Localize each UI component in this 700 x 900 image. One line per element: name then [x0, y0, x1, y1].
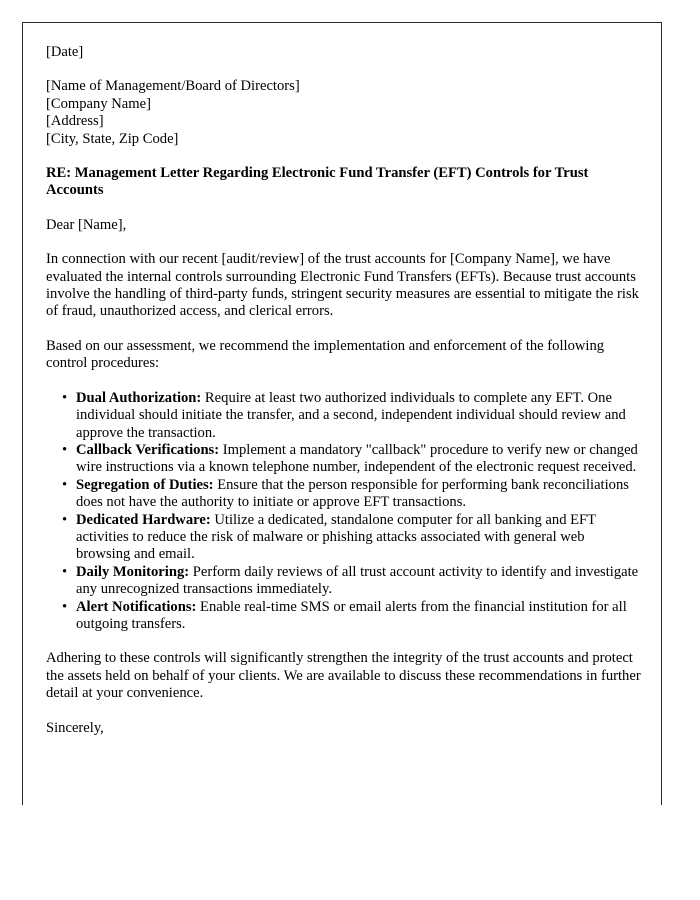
control-description: Implement a mandatory "callback" procedure to verify new or changed wire instructions via a known telephone number, independent of the electronic request received.	[76, 441, 638, 476]
signoff: Sincerely,	[46, 719, 104, 736]
bullet-icon: •	[62, 441, 68, 458]
control-description: Enable real-time SMS or email alerts from the financial institution for all outgoing transfers.	[76, 598, 627, 632]
spacer-after-recipient	[46, 148, 642, 165]
salutation: Dear [Name],	[46, 216, 127, 233]
spacer-before-signoff	[46, 703, 642, 720]
spacer-before-list	[46, 373, 642, 390]
list-item	[46, 512, 642, 564]
control-description: Require at least two authorized individuals to complete any EFT. One individual should initiate the transfer, and a second, independent individual should review and approve the transaction.	[76, 389, 626, 441]
list-item	[46, 477, 642, 512]
list-item	[46, 442, 642, 477]
closing-paragraph: Adhering to these controls will significantly strengthen the integrity of the trust accounts and protect the assets held on behalf of your clients. We are available to discuss these recommendations in further detail at your convenience.	[46, 650, 641, 702]
spacer-after-salutation	[46, 234, 642, 251]
recipient-line-address: [Address]	[46, 113, 104, 130]
control-term: Segregation of Duties:	[76, 476, 214, 493]
document-page	[22, 22, 662, 805]
spacer-after-date	[46, 61, 642, 78]
spacer-after-list	[46, 633, 642, 650]
intro-paragraph: In connection with our recent [audit/review] of the trust accounts for [Company Name], we have evaluated the internal controls surrounding Electronic Fund Transfers (EFTs). Because trust accounts involve the handling of third-party funds, stringent security measures are essential to mitigate the risk of fraud, unauthorized access, and clerical errors.	[46, 251, 639, 320]
control-term: Dual Authorization:	[76, 389, 202, 406]
control-description: Perform daily reviews of all trust account activity to identify and investigate any unrecognized transactions immediately.	[76, 563, 639, 598]
date-block	[46, 44, 642, 61]
date-line: [Date]	[46, 44, 84, 60]
recommendation-lead-in-paragraph: Based on our assessment, we recommend the implementation and enforcement of the following control procedures:	[46, 337, 605, 372]
bullet-icon: •	[62, 598, 68, 615]
letter-body	[46, 44, 642, 737]
control-term: Alert Notifications:	[76, 598, 197, 615]
control-term: Dedicated Hardware:	[76, 511, 211, 528]
control-term: Daily Monitoring:	[76, 563, 190, 580]
recipient-address-block	[46, 78, 642, 148]
list-item	[46, 564, 642, 599]
bullet-icon: •	[62, 563, 68, 580]
control-description: Ensure that the person responsible for performing bank reconciliations does not have the authority to initiate or approve EFT transactions.	[76, 476, 629, 511]
bullet-icon: •	[62, 476, 68, 493]
control-description: Utilize a dedicated, standalone computer for all banking and EFT activities to reduce the risk of malware or phishing attacks associated with general web browsing and email.	[76, 511, 596, 563]
spacer-after-subject	[46, 200, 642, 217]
subject-line: RE: Management Letter Regarding Electronic Fund Transfer (EFT) Controls for Trust Accounts	[46, 165, 589, 199]
recipient-line-name: [Name of Management/Board of Directors]	[46, 78, 300, 95]
recipient-line-company: [Company Name]	[46, 95, 151, 112]
recipient-line-city-state-zip: [City, State, Zip Code]	[46, 130, 179, 147]
list-item	[46, 390, 642, 442]
list-item	[46, 599, 642, 634]
control-procedures-list	[46, 390, 642, 634]
spacer-after-intro	[46, 321, 642, 338]
bullet-icon: •	[62, 389, 68, 406]
bullet-icon: •	[62, 511, 68, 528]
control-term: Callback Verifications:	[76, 441, 220, 458]
